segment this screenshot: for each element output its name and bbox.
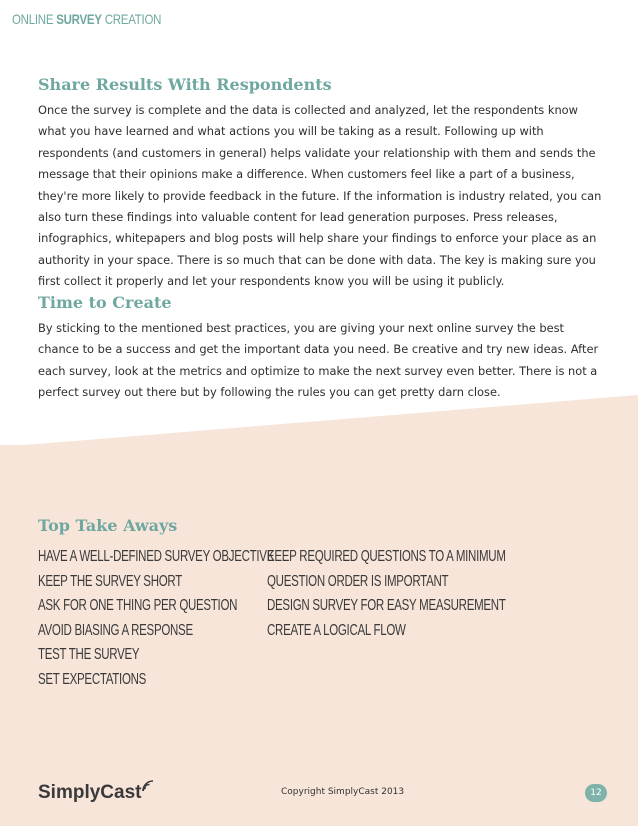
- takeaway-item: SET EXPECTATIONS: [38, 670, 147, 688]
- takeaway-item: TEST THE SURVEY: [38, 646, 140, 663]
- header-creation: CREATION: [104, 11, 162, 27]
- section-time-to-create: [38, 293, 604, 404]
- header-survey: SURVEY: [56, 11, 102, 27]
- logo-text: SimplyCast: [38, 782, 142, 803]
- page-number-badge: 12: [585, 784, 607, 802]
- takeaway-item: KEEP THE SURVEY SHORT: [38, 572, 182, 590]
- section-title: Time to Create: [38, 293, 172, 312]
- takeaway-item: ASK FOR ONE THING PER QUESTION: [38, 597, 238, 614]
- takeaways-column-right: [267, 545, 598, 643]
- broadcast-waves-icon: [142, 780, 154, 792]
- takeaway-item: KEEP REQUIRED QUESTIONS TO A MINIMUM: [267, 548, 506, 565]
- takeaway-item: DESIGN SURVEY FOR EASY MEASUREMENT: [267, 597, 506, 614]
- takeaway-item: AVOID BIASING A RESPONSE: [38, 621, 193, 639]
- background-band-slope: [0, 395, 638, 447]
- section-body: Once the survey is complete and the data is collected and analyzed, let the respondents know what you have learned and what actions you will be taking as a result. Following up with respondents (and customers in general) helps validate your relationship with them and sends the message that their opinions make a difference. When customers feel like a part of a business, they're more likely to provide feedback in the future. If the information is industry related, you can also turn these findings into valuable content for lead generation purposes. Press releases, infographics, whitepapers and blog posts will help share your findings to enforce your place as an authority in your space. There is so much that can be done with data. The key is making sure you first collect it properly and let your respondents know you will be using it publicly.: [38, 103, 602, 289]
- takeaways-title: Top Take Aways: [38, 516, 178, 535]
- running-header: [12, 11, 161, 27]
- section-share-results: [38, 75, 604, 293]
- copyright-text: Copyright SimplyCast 2013: [281, 787, 405, 797]
- simplycast-logo: [38, 780, 154, 804]
- takeaway-item: QUESTION ORDER IS IMPORTANT: [267, 572, 449, 590]
- header-online: ONLINE: [12, 11, 54, 27]
- takeaway-item: HAVE A WELL-DEFINED SURVEY OBJECTIVE: [38, 548, 275, 565]
- section-title: Share Results With Respondents: [38, 75, 332, 94]
- takeaway-item: CREATE A LOGICAL FLOW: [267, 621, 406, 639]
- section-body: By sticking to the mentioned best practices, you are giving your next online survey the best chance to be a success and get the important data you need. Be creative and try new ideas. After each survey, look at the metrics and optimize to make the next survey even better. There is not a perfect survey out there but by following the rules you can get pretty darn close.: [38, 321, 599, 400]
